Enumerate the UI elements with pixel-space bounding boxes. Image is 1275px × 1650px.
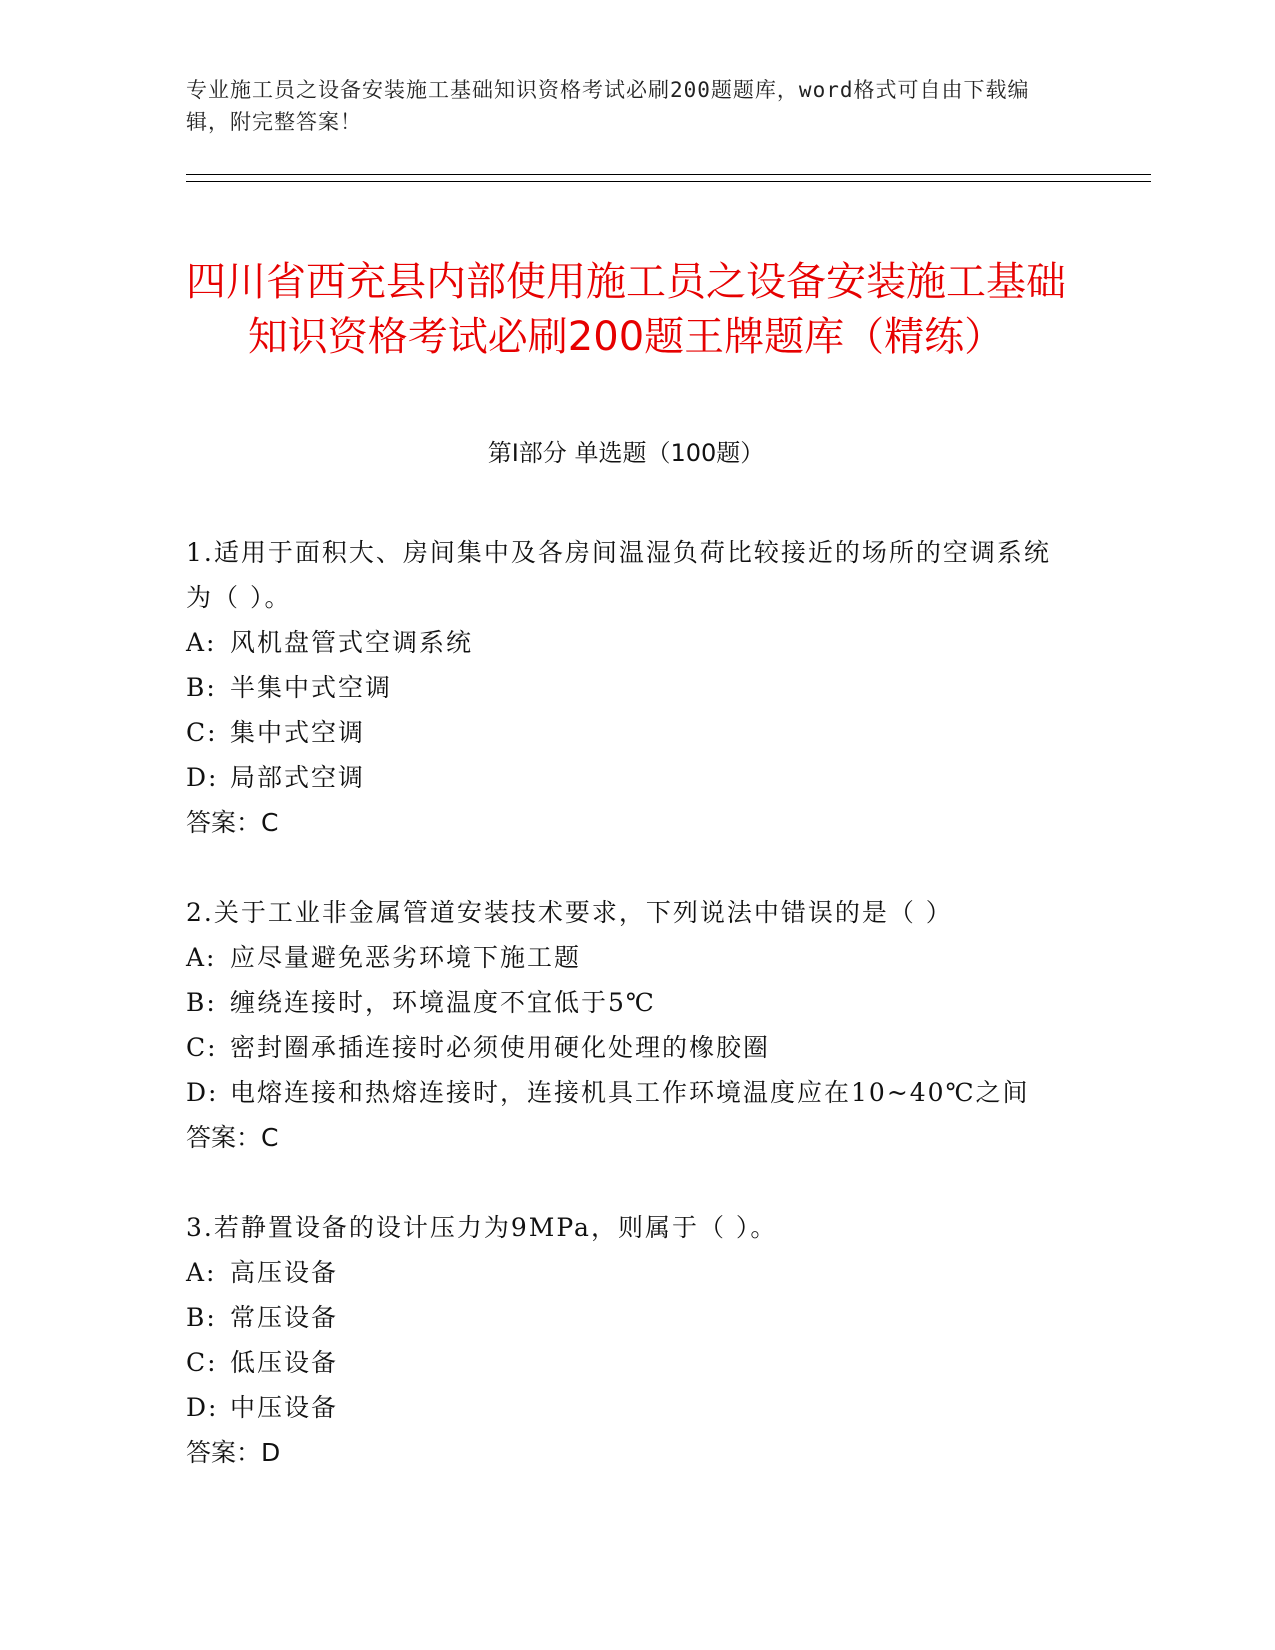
option-letter: D: (186, 1078, 219, 1107)
option-letter: D: (186, 763, 219, 792)
option-letter: B: (186, 673, 217, 702)
option-letter: A: (186, 943, 217, 972)
option-text: 常压设备 (230, 1303, 339, 1332)
option-d (186, 1385, 1066, 1430)
option-letter: C: (186, 1348, 218, 1377)
option-letter: B: (186, 988, 217, 1017)
answer: 答案：C (186, 808, 279, 837)
option-text: 密封圈承插连接时必须使用硬化处理的橡胶圈 (230, 1033, 771, 1062)
option-a (186, 935, 1066, 980)
option-text: 局部式空调 (230, 763, 366, 792)
option-letter: C: (186, 1033, 218, 1062)
question-1 (186, 530, 1066, 845)
option-letter: A: (186, 1258, 217, 1287)
option-text: 风机盘管式空调系统 (230, 628, 474, 657)
header-rule-top (186, 174, 1151, 175)
option-text: 低压设备 (230, 1348, 339, 1377)
answer: 答案：D (186, 1438, 281, 1467)
header-rule-bottom (186, 181, 1151, 182)
option-text: 缠绕连接时，环境温度不宜低于5℃ (230, 988, 656, 1017)
option-d (186, 1070, 1066, 1115)
option-c (186, 1340, 1066, 1385)
option-text: 半集中式空调 (230, 673, 393, 702)
question-stem: 2.关于工业非金属管道安装技术要求，下列说法中错误的是（ ） (186, 898, 953, 927)
question-3 (186, 1205, 1066, 1475)
question-stem: 3.若静置设备的设计压力为9MPa，则属于（ ）。 (186, 1213, 778, 1242)
section-title: 第Ⅰ部分 单选题（100题） (487, 439, 765, 467)
option-c (186, 1025, 1066, 1070)
option-text: 应尽量避免恶劣环境下施工题 (230, 943, 582, 972)
option-b (186, 665, 1066, 710)
option-d (186, 755, 1066, 800)
option-a (186, 1250, 1066, 1295)
document-title: 四川省西充县内部使用施工员之设备安装施工基础知识资格考试必刷200题王牌题库（精练） (186, 258, 1066, 360)
question-list (186, 530, 1066, 1520)
option-letter: C: (186, 718, 218, 747)
question-stem: 1.适用于面积大、房间集中及各房间温湿负荷比较接近的场所的空调系统为（ ）。 (186, 538, 1051, 612)
option-text: 电熔连接和热熔连接时，连接机具工作环境温度应在10~40℃之间 (230, 1078, 1030, 1107)
option-b (186, 1295, 1066, 1340)
option-letter: B: (186, 1303, 217, 1332)
option-a (186, 620, 1066, 665)
option-text: 集中式空调 (230, 718, 366, 747)
option-letter: A: (186, 628, 217, 657)
option-text: 中压设备 (230, 1393, 339, 1422)
question-2 (186, 890, 1066, 1160)
option-b (186, 980, 1066, 1025)
answer: 答案：C (186, 1123, 279, 1152)
header-note: 专业施工员之设备安装施工基础知识资格考试必刷200题题库，word格式可自由下载编辑，附完整答案！ (186, 78, 1030, 134)
option-text: 高压设备 (230, 1258, 339, 1287)
option-c (186, 710, 1066, 755)
option-letter: D: (186, 1393, 219, 1422)
